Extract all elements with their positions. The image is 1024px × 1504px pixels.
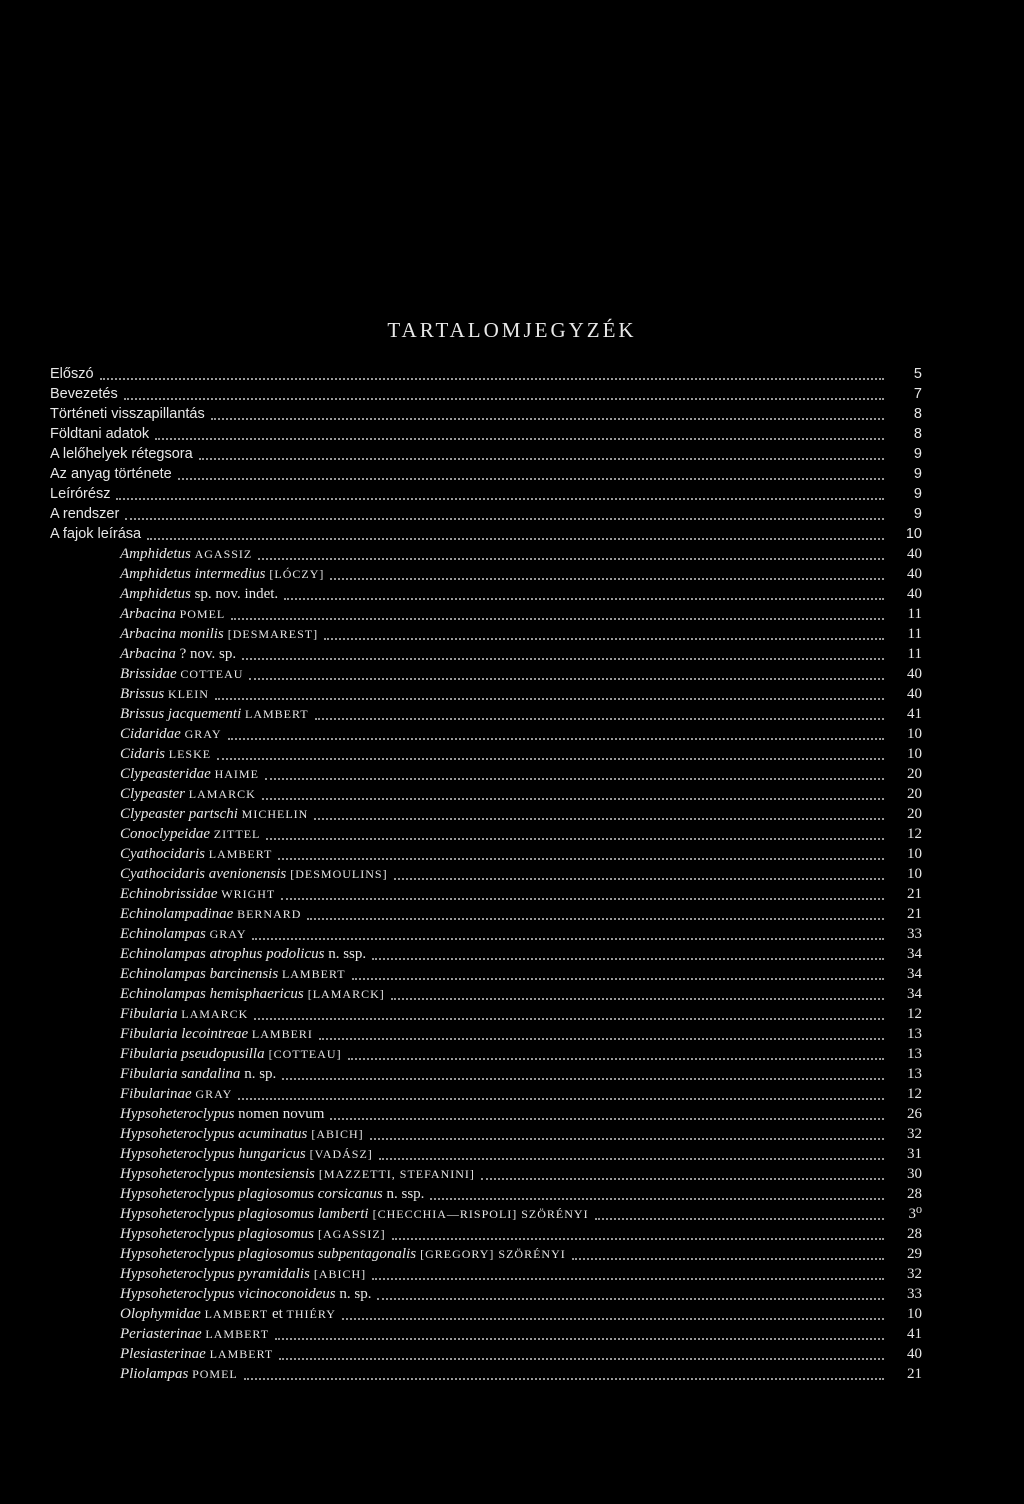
dot-leader: [217, 744, 884, 760]
author-name: [DESMOULINS]: [286, 867, 388, 881]
dot-leader: [324, 624, 884, 640]
toc-entry-species[interactable]: [120, 864, 922, 884]
dot-leader: [284, 584, 884, 600]
toc-entry-label: [120, 1364, 238, 1384]
dot-leader: [352, 964, 884, 980]
taxon-name: Fibularia: [120, 1006, 178, 1022]
label-text: nomen novum: [234, 1106, 325, 1122]
toc-entry-species[interactable]: [120, 924, 922, 944]
toc-entry-species[interactable]: [120, 744, 922, 764]
toc-entry-species[interactable]: [120, 1024, 922, 1044]
toc-entry-label: [120, 904, 301, 924]
dot-leader: [377, 1284, 884, 1300]
taxon-name: Conoclypeidae: [120, 826, 210, 842]
taxon-name: Olophymidae: [120, 1306, 201, 1322]
toc-entry-label: [120, 1264, 366, 1284]
dot-leader: [215, 684, 884, 700]
toc-entry-label: [120, 1304, 336, 1324]
toc-page-number: 32: [907, 1266, 922, 1282]
label-text: sp. nov. indet.: [190, 586, 279, 602]
toc-entry-label: [120, 1224, 386, 1244]
dot-leader: [314, 804, 884, 820]
taxon-name: Clypeaster: [120, 786, 185, 802]
toc-page-number: 40: [907, 1346, 922, 1362]
taxon-name: Fibularia lecointreae: [120, 1026, 249, 1042]
taxon-name: Brissus jacquementi: [120, 706, 242, 722]
toc-page-number: 20: [907, 786, 922, 802]
toc-entry-species[interactable]: [120, 984, 922, 1004]
label-text: ? nov. sp.: [175, 646, 237, 662]
toc-entry-label: [120, 1064, 276, 1084]
toc-entry-species[interactable]: [120, 1344, 922, 1364]
taxon-name: Hypsoheteroclypus pyramidalis: [120, 1266, 310, 1282]
taxon-name: Hypsoheteroclypus vicinoconoideus: [120, 1286, 336, 1302]
dot-leader: [430, 1184, 884, 1200]
toc-entry-species[interactable]: [120, 1364, 922, 1384]
toc-entry-label: [120, 1024, 313, 1044]
toc-page-number: 33: [907, 1286, 922, 1302]
dot-leader: [252, 924, 884, 940]
taxon-name: Amphidetus: [120, 586, 191, 602]
author-name: GRAY: [184, 727, 222, 741]
toc-entry-section[interactable]: [50, 424, 922, 444]
toc-entry-species[interactable]: [120, 1164, 922, 1184]
taxon-name: Amphidetus intermedius: [120, 566, 266, 582]
author-name: GRAY: [209, 927, 247, 941]
toc-entry-species[interactable]: [120, 1304, 922, 1324]
dot-leader: [282, 1064, 884, 1080]
toc-entry-label: [120, 804, 308, 824]
dot-leader: [254, 1004, 884, 1020]
toc-page-number: 10: [907, 866, 922, 882]
author-name: [VADÁSZ]: [305, 1147, 373, 1161]
toc-page-number: 7: [913, 386, 922, 402]
author-name: HAIME: [214, 767, 259, 781]
label-text: n. sp.: [335, 1286, 372, 1302]
taxon-name: Hypsoheteroclypus acuminatus: [120, 1126, 308, 1142]
toc-entry-section[interactable]: [50, 364, 922, 384]
taxon-name: Fibularinae: [120, 1086, 192, 1102]
toc-page-number: 12: [907, 1086, 922, 1102]
dot-leader: [330, 1104, 884, 1120]
author-name: LAMBERT: [205, 1327, 270, 1341]
taxon-name: Echinobrissidae: [120, 886, 218, 902]
toc-entry-label: Leírórész: [50, 486, 111, 502]
toc-entry-label: A rendszer: [50, 506, 120, 522]
toc-entry-species[interactable]: [120, 1204, 922, 1224]
dot-leader: [265, 764, 884, 780]
toc-page-number: 28: [907, 1186, 922, 1202]
taxon-name: Echinolampas: [120, 926, 206, 942]
toc-page-number: 26: [907, 1106, 922, 1122]
toc-page-number: 9: [913, 446, 922, 462]
toc-entry-label: [120, 1324, 269, 1344]
dot-leader: [394, 864, 884, 880]
taxon-name: Cidaridae: [120, 726, 181, 742]
toc-page-number: 10: [907, 846, 922, 862]
dot-leader: [155, 424, 884, 440]
author-name: POMEL: [179, 607, 226, 621]
toc-entry-species[interactable]: [120, 824, 922, 844]
taxon-name: Hypsoheteroclypus montesiensis: [120, 1166, 315, 1182]
author-name: [CHECCHIA—RISPOLI] SZÖRÉNYI: [368, 1207, 589, 1221]
toc-page-number: 8: [913, 406, 922, 422]
toc-entry-species[interactable]: [120, 664, 922, 684]
author-name: COTTEAU: [180, 667, 244, 681]
author-name: LAMBERT: [245, 707, 309, 721]
taxon-name: Periasterinae: [120, 1326, 202, 1342]
author-name: ZITTEL: [213, 827, 261, 841]
taxon-name: Echinolampas barcinensis: [120, 966, 279, 982]
toc-entry-label: [120, 644, 236, 664]
toc-page-number: 21: [907, 906, 922, 922]
author-name: [DESMAREST]: [223, 627, 319, 641]
dot-leader: [348, 1044, 884, 1060]
toc-entry-section[interactable]: [50, 464, 922, 484]
dot-leader: [342, 1304, 884, 1320]
toc-entry-species[interactable]: [120, 1284, 922, 1304]
toc-entry-label: [120, 624, 318, 644]
toc-entry-species[interactable]: [120, 1064, 922, 1084]
toc-entry-species[interactable]: [120, 704, 922, 724]
dot-leader: [124, 384, 884, 400]
toc-entry-species[interactable]: [120, 904, 922, 924]
toc-entry-label: [120, 564, 324, 584]
toc-page-number: 13: [907, 1046, 922, 1062]
toc-page-number: 10: [907, 1306, 922, 1322]
dot-leader: [249, 664, 884, 680]
author-name: [GREGORY] SZÖRÉNYI: [416, 1247, 566, 1261]
toc-entry-label: [120, 724, 222, 744]
toc-entry-species[interactable]: [120, 784, 922, 804]
toc-entry-label: [120, 744, 211, 764]
taxon-name: Echinolampadinae: [120, 906, 234, 922]
toc-entry-species[interactable]: [120, 1224, 922, 1244]
toc-page-number: 3⁰: [908, 1206, 922, 1222]
dot-leader: [199, 444, 884, 460]
toc-page-number: 13: [907, 1026, 922, 1042]
dot-leader: [572, 1244, 884, 1260]
toc-entry-species[interactable]: [120, 844, 922, 864]
dot-leader: [481, 1164, 884, 1180]
toc-entry-label: A lelőhelyek rétegsora: [50, 446, 193, 462]
taxon-name: Hypsoheteroclypus plagiosomus corsicanus: [120, 1186, 383, 1202]
toc-page-number: 10: [907, 726, 922, 742]
toc-entry-label: [120, 1244, 566, 1264]
dot-leader: [319, 1024, 884, 1040]
author-name: THIÉRY: [286, 1307, 336, 1321]
dot-leader: [231, 604, 884, 620]
toc-entry-label: [120, 1084, 232, 1104]
toc-page-number: 9: [913, 486, 922, 502]
toc-entry-label: [120, 604, 225, 624]
toc-page-number: 40: [907, 566, 922, 582]
toc-page-number: 11: [907, 606, 922, 622]
author-name: [LÓCZY]: [265, 567, 325, 581]
toc-entry-species[interactable]: [120, 1324, 922, 1344]
toc-entry-label: [120, 1204, 589, 1224]
toc-entry-label: [120, 1004, 248, 1024]
taxon-name: Echinolampas atrophus podolicus: [120, 946, 325, 962]
toc-page-number: 29: [907, 1246, 922, 1262]
toc-entry-label: [120, 684, 209, 704]
author-name: KLEIN: [167, 687, 209, 701]
dot-leader: [279, 1344, 884, 1360]
taxon-name: Hypsoheteroclypus plagiosomus subpentagonalis: [120, 1246, 417, 1262]
toc-entry-species[interactable]: [120, 884, 922, 904]
toc-page-number: 34: [907, 966, 922, 982]
toc-page-number: 30: [907, 1166, 922, 1182]
dot-leader: [100, 364, 884, 380]
dot-leader: [211, 404, 884, 420]
dot-leader: [266, 824, 884, 840]
toc-page-number: 40: [907, 666, 922, 682]
toc-entry-species[interactable]: [120, 584, 922, 604]
dot-leader: [379, 1144, 884, 1160]
author-name: LAMBERT: [209, 1347, 274, 1361]
toc-entry-section[interactable]: [50, 504, 922, 524]
author-name: [AGASSIZ]: [314, 1227, 386, 1241]
label-text: n. ssp.: [382, 1186, 425, 1202]
label-text: n. sp.: [240, 1066, 277, 1082]
toc-entry-species[interactable]: [120, 644, 922, 664]
toc-entry-label: [120, 584, 278, 604]
toc-entry-label: [120, 1104, 324, 1124]
dot-leader: [281, 884, 884, 900]
toc-page-number: 11: [907, 646, 922, 662]
toc-entry-species[interactable]: [120, 1124, 922, 1144]
toc-entry-species[interactable]: [120, 1184, 922, 1204]
toc-entry-label: [120, 1124, 364, 1144]
taxon-name: Hypsoheteroclypus: [120, 1106, 235, 1122]
taxon-name: Hypsoheteroclypus plagiosomus lamberti: [120, 1206, 369, 1222]
taxon-name: Clypeasteridae: [120, 766, 211, 782]
taxon-name: Cidaris: [120, 746, 166, 762]
toc-entry-label: Előszó: [50, 366, 94, 382]
toc-page-number: 12: [907, 826, 922, 842]
toc-entry-label: [120, 1344, 273, 1364]
dot-leader: [244, 1364, 884, 1380]
toc-entry-species[interactable]: [120, 544, 922, 564]
dot-leader: [228, 724, 885, 740]
toc-page-number: 20: [907, 806, 922, 822]
toc-entry-species[interactable]: [120, 564, 922, 584]
toc-page-number: 34: [907, 946, 922, 962]
taxon-name: Echinolampas hemisphaericus: [120, 986, 304, 1002]
author-name: [ABICH]: [309, 1267, 367, 1281]
dot-leader: [370, 1124, 884, 1140]
toc-page-number: 28: [907, 1226, 922, 1242]
toc-page-number: 40: [907, 586, 922, 602]
author-name: BERNARD: [237, 907, 302, 921]
taxon-name: Arbacina monilis: [120, 626, 224, 642]
toc-entry-species[interactable]: [120, 624, 922, 644]
toc-entry-species[interactable]: [120, 1084, 922, 1104]
toc-entry-species[interactable]: [120, 1104, 922, 1124]
toc-entry-label: A fajok leírása: [50, 526, 142, 542]
toc-entry-label: [120, 1044, 342, 1064]
toc-page-number: 9: [913, 466, 922, 482]
author-name: LAMARCK: [181, 1007, 249, 1021]
label-text: n. ssp.: [324, 946, 367, 962]
toc-page-number: 10: [905, 526, 922, 542]
toc-page-number: 41: [907, 706, 922, 722]
dot-leader: [330, 564, 884, 580]
dot-leader: [275, 1324, 884, 1340]
dot-leader: [262, 784, 884, 800]
taxon-name: Cyathocidaris: [120, 846, 205, 862]
dot-leader: [391, 984, 884, 1000]
author-name: [ABICH]: [307, 1127, 364, 1141]
toc-page-number: 41: [907, 1326, 922, 1342]
toc-entry-label: [120, 704, 309, 724]
toc-page-number: 33: [907, 926, 922, 942]
author-name: [LAMARCK]: [303, 987, 385, 1001]
toc-entry-label: Az anyag története: [50, 466, 172, 482]
toc-entry-label: [120, 1184, 424, 1204]
dot-leader: [372, 1264, 884, 1280]
taxon-name: Clypeaster partschi: [120, 806, 238, 822]
author-name: GRAY: [195, 1087, 233, 1101]
toc-entry-label: [120, 664, 243, 684]
toc-page-number: 32: [907, 1126, 922, 1142]
toc-entry-section[interactable]: [50, 404, 922, 424]
dot-leader: [116, 484, 884, 500]
taxon-name: Pliolampas: [120, 1366, 189, 1382]
dot-leader: [595, 1204, 884, 1220]
dot-leader: [307, 904, 884, 920]
dot-leader: [278, 844, 884, 860]
dot-leader: [125, 504, 884, 520]
toc-entry-label: [120, 544, 252, 564]
dot-leader: [258, 544, 884, 560]
toc-page-number: 8: [913, 426, 922, 442]
taxon-name: Fibularia pseudopusilla: [120, 1046, 265, 1062]
toc-entry-label: [120, 864, 388, 884]
taxon-name: Fibularia sandalina: [120, 1066, 241, 1082]
taxon-name: Amphidetus: [120, 546, 191, 562]
toc-page-number: 13: [907, 1066, 922, 1082]
toc-entry-label: Földtani adatok: [50, 426, 150, 442]
toc-entry-species[interactable]: [120, 1144, 922, 1164]
toc-entry-label: [120, 764, 259, 784]
toc-entry-label: [120, 1284, 371, 1304]
toc-entry-species[interactable]: [120, 1044, 922, 1064]
toc-entry-label: Bevezetés: [50, 386, 118, 402]
taxon-name: Cyathocidaris avenionensis: [120, 866, 287, 882]
taxon-name: Plesiasterinae: [120, 1346, 206, 1362]
dot-leader: [242, 644, 884, 660]
dot-leader: [238, 1084, 884, 1100]
toc-entry-section[interactable]: [50, 484, 922, 504]
author-name: LAMBERT: [208, 847, 273, 861]
toc-entry-species[interactable]: [120, 724, 922, 744]
toc-entry-label: [120, 1164, 475, 1184]
author-name: POMEL: [192, 1367, 238, 1381]
author-name: LAMBERT: [204, 1307, 269, 1321]
dot-leader: [315, 704, 884, 720]
toc-page-number: 31: [907, 1146, 922, 1162]
toc-entry-species[interactable]: [120, 804, 922, 824]
toc-page-number: 9: [913, 506, 922, 522]
toc-entry-label: [120, 884, 275, 904]
toc-entry-label: [120, 824, 260, 844]
toc-page-number: 11: [907, 626, 922, 642]
toc-entry-section[interactable]: [50, 384, 922, 404]
toc-entry-section[interactable]: [50, 444, 922, 464]
toc-entry-species[interactable]: [120, 1004, 922, 1024]
author-name: MICHELIN: [241, 807, 309, 821]
toc-page-number: 40: [907, 686, 922, 702]
page-title: TARTALOMJEGYZÉK: [387, 318, 637, 342]
taxon-name: Brissus: [120, 686, 165, 702]
toc-entry-label: [120, 924, 246, 944]
toc-page-number: 20: [907, 766, 922, 782]
dot-leader: [178, 464, 884, 480]
author-name: [MAZZETTI, STEFANINI]: [314, 1167, 475, 1181]
toc-entry-species[interactable]: [120, 604, 922, 624]
toc-page-number: 34: [907, 986, 922, 1002]
toc-entry-label: [120, 1144, 373, 1164]
toc-entry-species[interactable]: [120, 684, 922, 704]
toc-entry-species[interactable]: [120, 1244, 922, 1264]
toc-page-number: 10: [907, 746, 922, 762]
toc-page-number: 21: [907, 886, 922, 902]
toc-entry-label: [120, 964, 346, 984]
dot-leader: [392, 1224, 884, 1240]
toc-page-number: 12: [907, 1006, 922, 1022]
toc-entry-species[interactable]: [120, 944, 922, 964]
toc-entry-label: [120, 984, 385, 1004]
author-name: LESKE: [168, 747, 212, 761]
toc-entry-section[interactable]: [50, 524, 922, 544]
label-text: et: [268, 1306, 287, 1322]
toc-entry-label: [120, 844, 272, 864]
toc-page-number: 40: [907, 546, 922, 562]
toc-entry-species[interactable]: [120, 964, 922, 984]
taxon-name: Hypsoheteroclypus hungaricus: [120, 1146, 306, 1162]
author-name: WRIGHT: [221, 887, 276, 901]
toc-page-number: 21: [907, 1366, 922, 1382]
taxon-name: Arbacina: [120, 646, 176, 662]
taxon-name: Arbacina: [120, 606, 176, 622]
taxon-name: Brissidae: [120, 666, 177, 682]
toc-entry-species[interactable]: [120, 1264, 922, 1284]
taxon-name: Hypsoheteroclypus plagiosomus: [120, 1226, 315, 1242]
author-name: AGASSIZ: [194, 547, 253, 561]
dot-leader: [147, 524, 884, 540]
toc-entry-label: [120, 944, 366, 964]
toc-entry-species[interactable]: [120, 764, 922, 784]
toc-entry-label: Történeti visszapillantás: [50, 406, 205, 422]
toc-page-number: 5: [913, 366, 922, 382]
author-name: [COTTEAU]: [264, 1047, 342, 1061]
dot-leader: [372, 944, 884, 960]
author-name: LAMARCK: [188, 787, 256, 801]
author-name: LAMBERT: [281, 967, 346, 981]
author-name: LAMBERI: [251, 1027, 313, 1041]
toc-entry-label: [120, 784, 256, 804]
